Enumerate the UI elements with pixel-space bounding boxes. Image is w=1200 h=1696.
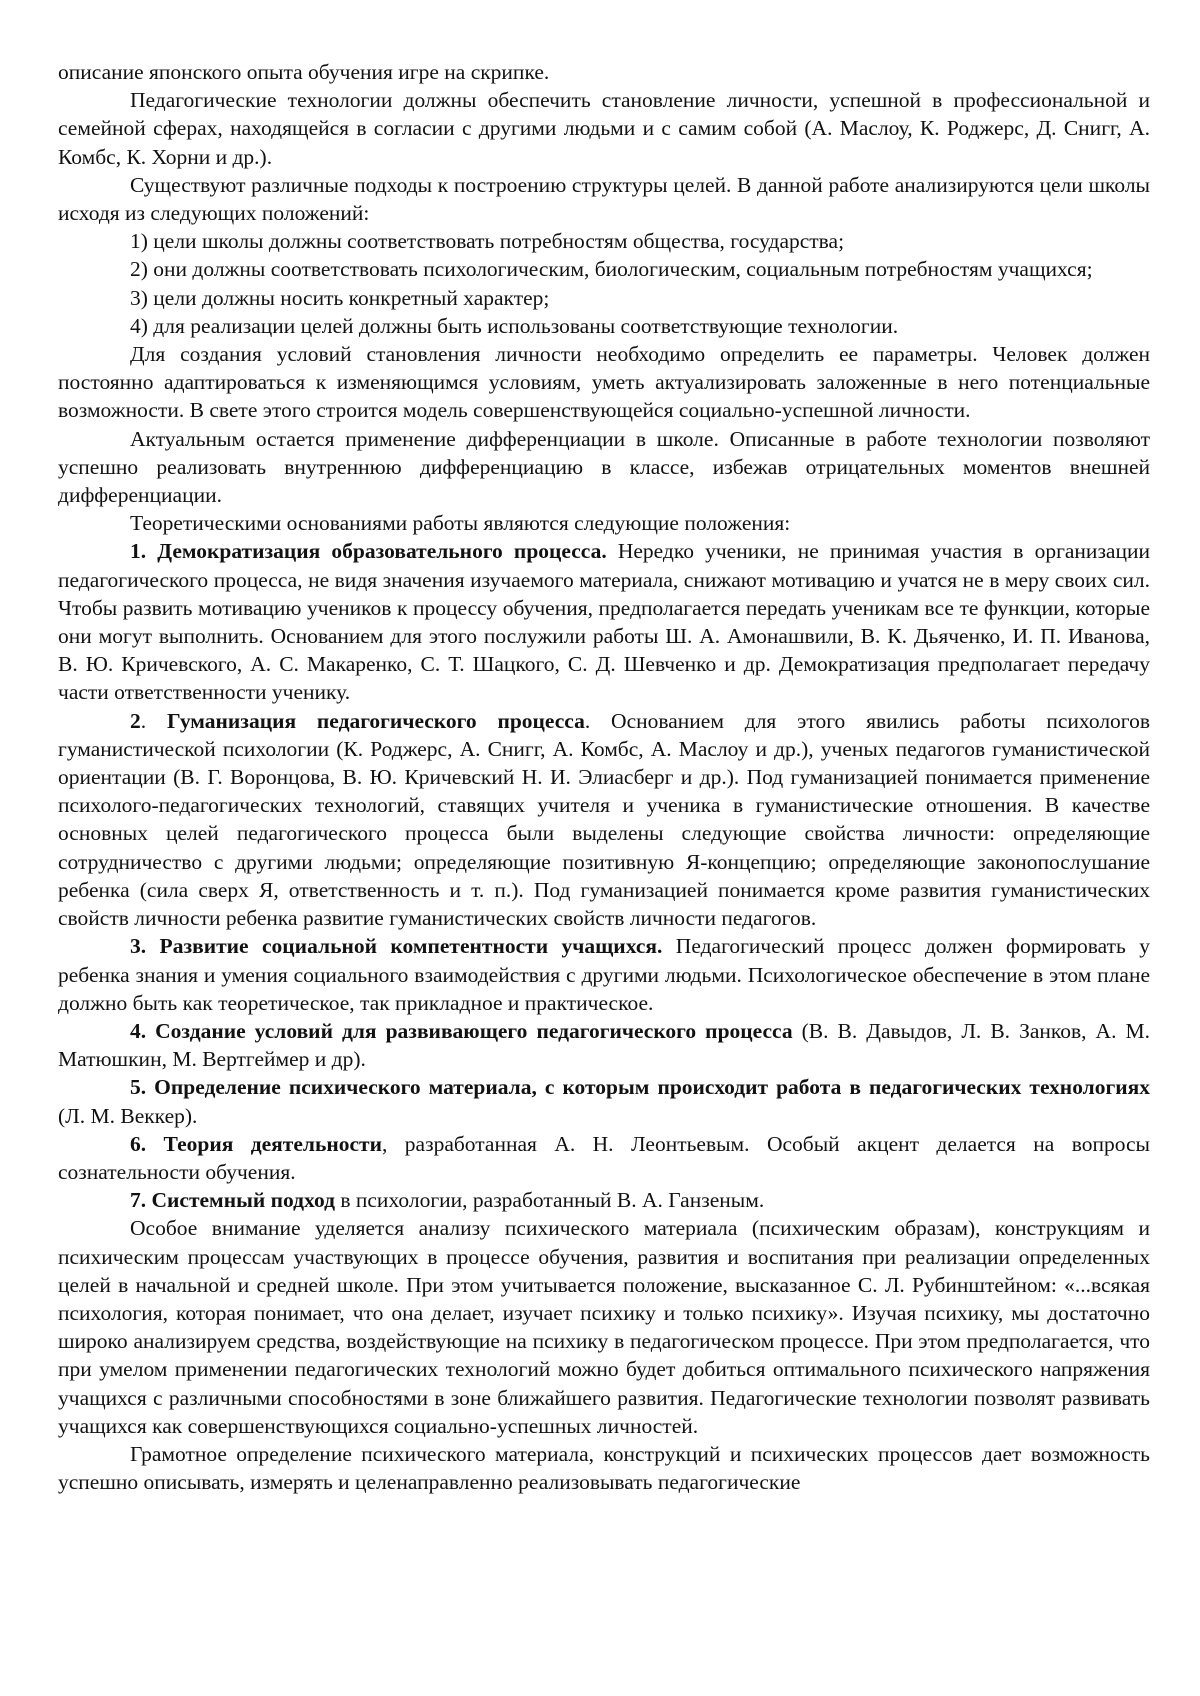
paragraph [58, 1214, 1150, 1440]
text-run: . Основанием для этого явились работы психологов гуманистической психологии (К. Роджерс, А. Снигг, А. Комбс, А. Маслоу и др.), ученых педагогов гуманистической ориентации (В. Г. Воронцова, В. Ю. Кричевский Н. И. Элиасберг и др.). Под гуманизацией понимается применение психолого-педагогических технологий, ставящих учителя и ученика в гуманистические отношения. В качестве основных целей педагогического процесса были выделены следующие свойства личности: определяющие сотрудничество с другими людьми; определяющие позитивную Я-концепцию; определяющие законопослушание ребенка (сила сверх Я, ответственность и т. п.). Под гуманизацией понимается кроме развития гуманистических свойств личности ребенка развитие гуманистических свойств личности педагогов. [58, 708, 1150, 931]
bold-text: 5. Определение психического материала, с которым происходит работа в педагогических технологиях [130, 1075, 1150, 1100]
paragraph [58, 425, 1150, 510]
text-run: Грамотное определение психического материала, конструкций и психических процессов дает возможность успешно описывать, измерять и целенаправленно реализовывать педагогические [58, 1441, 1150, 1495]
paragraph [58, 932, 1150, 1017]
bold-text: 3. Развитие социальной компетентности учащихся. [130, 934, 663, 959]
bold-text: 1. Демократизация образовательного процесса. [130, 539, 607, 564]
paragraph [58, 537, 1150, 706]
paragraph [58, 1440, 1150, 1496]
bold-text: 6. Теория деятельности [130, 1131, 382, 1156]
paragraph [58, 312, 1150, 340]
text-run: Теоретическими основаниями работы являются следующие положения: [130, 511, 791, 536]
text-run: , разработанная А. Н. Леонтьевым. Особый акцент делается на вопросы сознательности обучения. [58, 1131, 1150, 1184]
paragraph [58, 227, 1150, 255]
text-run: Педагогический процесс должен формировать у ребенка знания и умения социального взаимодействия с другими людьми. Психологическое обеспечение в этом плане должно быть как теоретическое, так прикладное и практическое. [58, 934, 1150, 1015]
text-run: Особое внимание уделяется анализу психического материала (психическим образам), конструкциям и психическим процессам участвующих в процессе обучения, развития и воспитания при реализации определенных целей в начальной и средней школе. При этом учитывается положение, высказанное С. Л. Рубинштейном: «...всякая психология, которая понимает, что она делает, изучает психику и только психику». Изучая психику, мы достаточно широко анализируем средства, воздействующие на психику в педагогическом процессе. При этом предполагается, что при умелом применении педагогических технологий можно будет добиться оптимального психического напряжения учащихся с различными способностями в зоне ближайшего развития. Педагогические технологии позволят развивать учащихся как совершенствующихся социально-успешных личностей. [58, 1216, 1150, 1438]
bold-text: 2 [130, 708, 141, 733]
paragraph [58, 1130, 1150, 1186]
paragraph [58, 1017, 1150, 1073]
text-run: в психологии, разработанный В. А. Ганзеным. [334, 1188, 765, 1213]
paragraph [58, 58, 1150, 86]
text-run: Для создания условий становления личности необходимо определить ее параметры. Человек должен постоянно адаптироваться к изменяющимся условиям, уметь актуализировать заложенные в него потенциальные возможности. В свете этого строится модель совершенствующейся социально-успешной личности. [58, 342, 1150, 423]
text-run: Нередко ученики, не принимая участия в организации педагогического процесса, не видя значения изучаемого материала, снижают мотивацию и учатся не в меру своих сил. Чтобы развить мотивацию учеников к процессу обучения, предполагается передать ученикам все те функции, которые они могут выполнить. Основанием для этого послужили работы Ш. А. Амонашвили, В. К. Дьяченко, И. П. Иванова, В. Ю. Кричевского, А. С. Макаренко, С. Т. Шацкого, С. Д. Шевченко и др. Демократизация предполагает передачу части ответственности ученику. [58, 539, 1150, 705]
text-run: описание японского опыта обучения игре на скрипке. [58, 60, 550, 84]
text-run: Существуют различные подходы к построению структуры целей. В данной работе анализируются цели школы исходя из следующих положений: [58, 172, 1150, 226]
bold-text: 4. Создание условий для развивающего педагогического процесса [130, 1018, 793, 1043]
paragraph [58, 509, 1150, 537]
text-run: 1) цели школы должны соответствовать потребностям общества, государства; [130, 229, 845, 254]
paragraph [58, 1186, 1150, 1214]
text-run: (В. В. Давыдов, Л. В. Занков, А. М. Матюшкин, М. Вертгеймер и др). [58, 1018, 1150, 1072]
text-run: 2) они должны соответствовать психологическим, биологическим, социальным потребностям учащихся; [130, 257, 1093, 282]
text-run: (Л. М. Веккер). [58, 1103, 198, 1128]
text-run: 3) цели должны носить конкретный характер; [130, 285, 550, 310]
bold-text: 7. Системный подход [130, 1188, 335, 1213]
paragraph [58, 171, 1150, 227]
text-run: Педагогические технологии должны обеспечить становление личности, успешной в профессиональной и семейной сферах, находящейся в согласии с другими людьми и с самим собой (А. Маслоу, К. Роджерс, Д. Снигг, А. Комбс, К. Хорни и др.). [58, 88, 1150, 169]
text-run: . [140, 708, 167, 733]
text-run: 4) для реализации целей должны быть использованы соответствующие технологии. [130, 313, 899, 338]
paragraph [58, 1073, 1150, 1129]
text-run: Актуальным остается применение дифференциации в школе. Описанные в работе технологии позволяют успешно реализовать внутреннюю дифференциацию в классе, избежав отрицательных моментов внешней дифференциации. [58, 426, 1150, 508]
paragraph [58, 284, 1150, 312]
paragraph [58, 86, 1150, 171]
paragraph [58, 707, 1150, 933]
paragraph [58, 255, 1150, 283]
document-body [58, 58, 1150, 1496]
paragraph [58, 340, 1150, 425]
bold-text: Гуманизация педагогического процесса [166, 708, 585, 733]
